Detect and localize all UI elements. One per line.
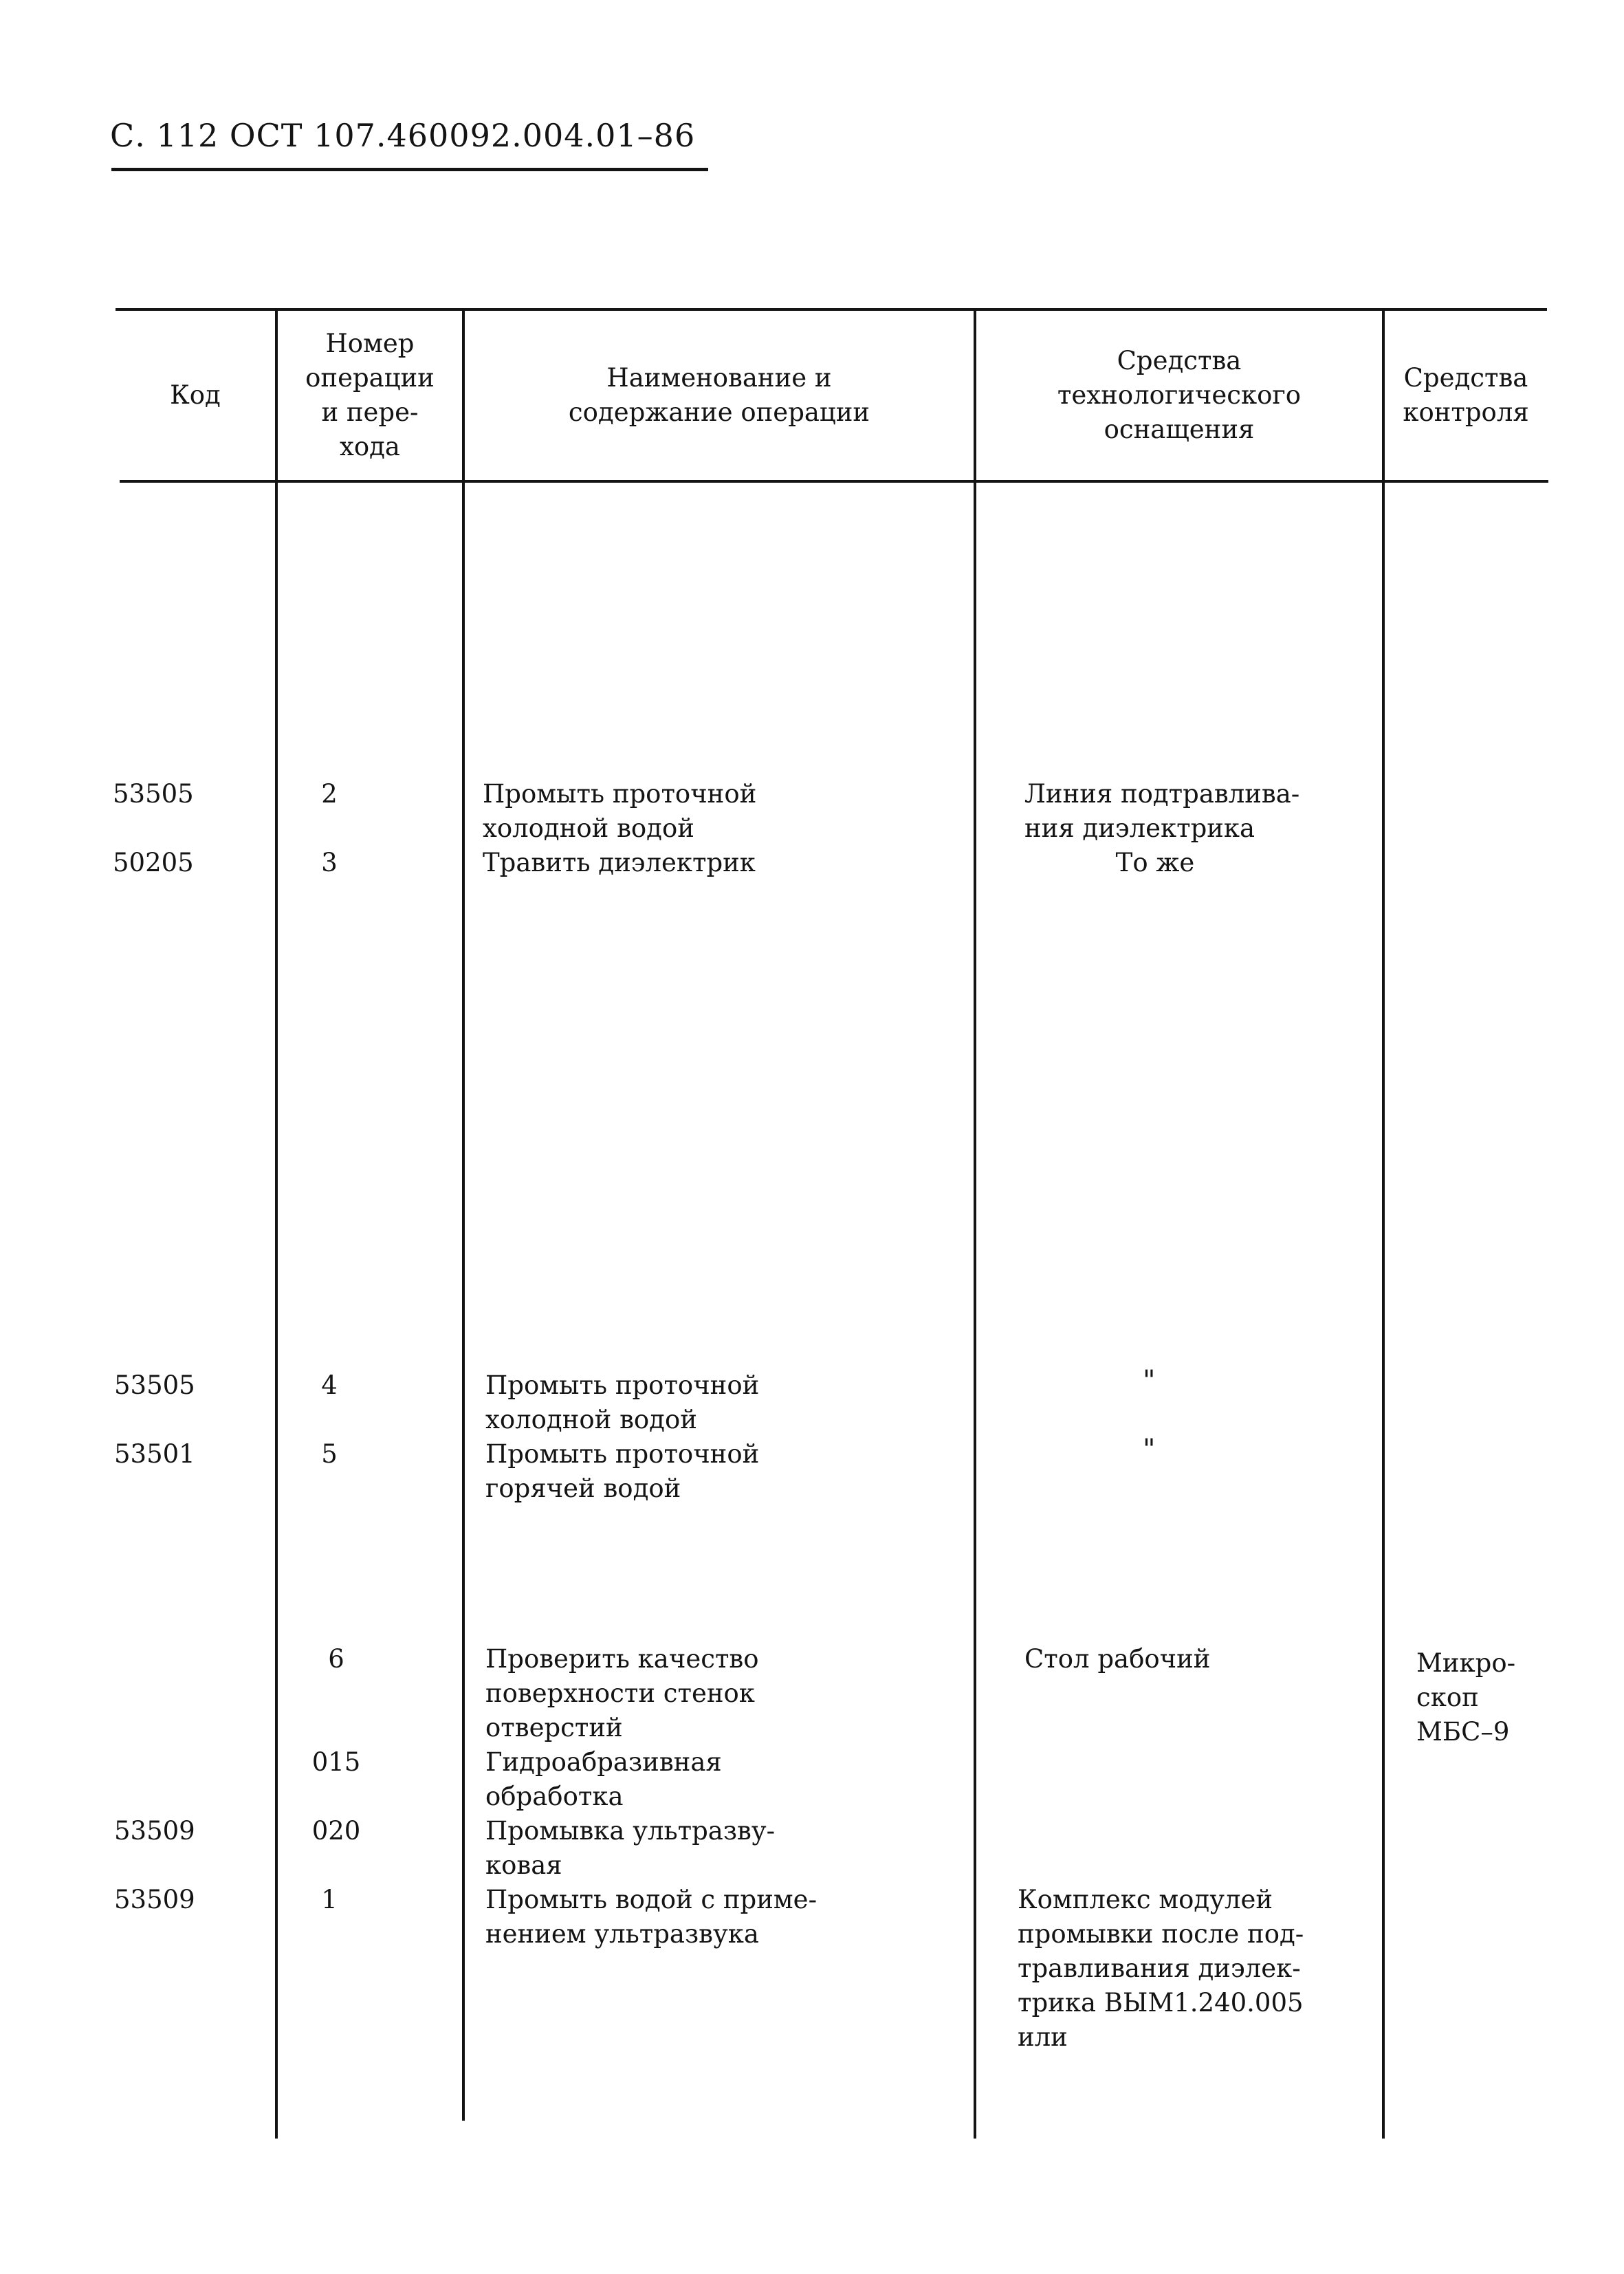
cell-code: 53501 xyxy=(114,1439,195,1469)
cell-equipment: Линия подтравлива- ния диэлектрика xyxy=(1024,779,1300,843)
cell-equipment: Стол рабочий xyxy=(1024,1644,1211,1674)
header-underline xyxy=(111,168,708,171)
cell-code: 50205 xyxy=(113,848,194,877)
cell-name: Промыть проточной горячей водой xyxy=(485,1439,760,1503)
cell-code: 53505 xyxy=(113,779,194,809)
cell-code: 53509 xyxy=(114,1816,195,1846)
cell-name: Промыть проточной холодной водой xyxy=(483,779,757,843)
cell-name: Проверить качество поверхности стенок отверстий xyxy=(485,1644,759,1742)
cell-num: 015 xyxy=(311,1747,361,1777)
cell-name: Гидроабразивная обработка xyxy=(485,1747,722,1811)
cell-code: 53509 xyxy=(114,1885,195,1914)
cell-num: 5 xyxy=(321,1439,338,1469)
column-divider-4 xyxy=(1382,308,1385,2139)
column-divider-3 xyxy=(974,308,976,2139)
cell-num: 1 xyxy=(321,1885,338,1914)
cell-num: 6 xyxy=(328,1644,344,1674)
col-header-code: Код xyxy=(170,380,221,410)
col-header-equipment: Средства технологического оснащения xyxy=(1057,346,1302,444)
cell-name: Промывка ультразву- ковая xyxy=(485,1816,776,1880)
cell-name: Промыть водой с приме- нением ультразвука xyxy=(485,1885,818,1949)
col-header-operation-name: Наименование и содержание операции xyxy=(568,363,870,427)
table-header-rule xyxy=(120,480,1548,483)
ditto-mark: " xyxy=(1143,1434,1156,1465)
cell-name: Травить диэлектрик xyxy=(483,848,756,877)
cell-num: 3 xyxy=(321,848,338,877)
cell-control: Микро- скоп МБС–9 xyxy=(1416,1648,1516,1747)
cell-num: 4 xyxy=(321,1370,338,1400)
cell-num: 2 xyxy=(321,779,338,809)
cell-equipment: То же xyxy=(1115,848,1195,877)
cell-num: 020 xyxy=(311,1816,361,1846)
page-header: С. 112 ОСТ 107.460092.004.01–86 xyxy=(110,117,696,154)
column-divider-2 xyxy=(462,308,465,2121)
column-divider-1 xyxy=(275,308,278,2139)
cell-equipment: Комплекс модулей промывки после под- травливания диэлек- трика ВЫМ1.240.005 или xyxy=(1018,1885,1304,2052)
col-header-operation-number: Номер операции и пере- хода xyxy=(305,329,435,461)
col-header-control: Средства контроля xyxy=(1403,363,1529,427)
cell-code: 53505 xyxy=(114,1370,195,1400)
cell-name: Промыть проточной холодной водой xyxy=(485,1370,760,1434)
ditto-mark: " xyxy=(1143,1365,1156,1397)
